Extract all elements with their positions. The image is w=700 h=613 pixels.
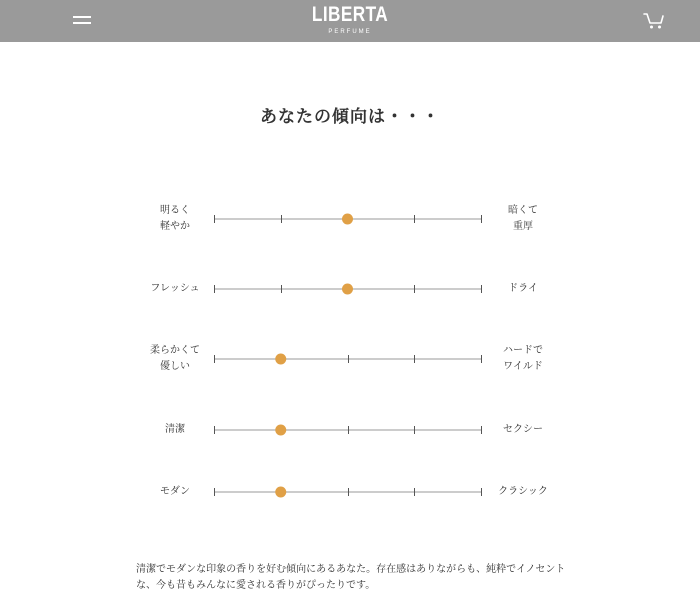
page-title: あなたの傾向は・・・ bbox=[260, 107, 440, 127]
logo-subtext: PERFUME bbox=[328, 29, 372, 35]
logo[interactable] bbox=[300, 3, 400, 36]
logo-text: LIBERTA bbox=[311, 3, 389, 26]
tendency-scale-row bbox=[0, 339, 700, 379]
scale-left-label: 明るく 軽やか bbox=[160, 205, 190, 232]
result-description: 清潔でモダンな印象の香りを好む傾向にあるあなた。存在感はありながらも、純粋でイノセントな、今も昔もみんなに愛される香りがぴったりです。 bbox=[136, 564, 566, 591]
scale-marker bbox=[275, 425, 286, 436]
header-bar bbox=[0, 0, 700, 42]
scale-right-label: 暗くて 重厚 bbox=[508, 205, 538, 232]
scale-marker bbox=[275, 354, 286, 365]
scale-left-label: 清潔 bbox=[165, 424, 185, 435]
hamburger-menu-icon[interactable] bbox=[73, 16, 91, 26]
scale-left-label: 柔らかくて 優しい bbox=[150, 345, 200, 372]
scale-marker bbox=[275, 487, 286, 498]
shopping-cart-icon[interactable] bbox=[643, 12, 665, 30]
scale-left-label: フレッシュ bbox=[150, 283, 200, 294]
scale-right-label: クラシック bbox=[498, 486, 548, 497]
scale-track bbox=[0, 339, 700, 379]
tendency-scale-row bbox=[0, 269, 700, 309]
scale-left-label: モダン bbox=[159, 486, 191, 497]
scale-right-label: セクシー bbox=[503, 424, 543, 435]
tendency-scale-row bbox=[0, 472, 700, 512]
scale-marker bbox=[342, 284, 353, 295]
scale-marker bbox=[342, 214, 353, 225]
tendency-scale-row bbox=[0, 410, 700, 450]
scale-right-label: ハードで ワイルド bbox=[503, 345, 543, 372]
scale-right-label: ドライ bbox=[508, 283, 538, 294]
scale-track bbox=[0, 410, 700, 450]
scale-track bbox=[0, 472, 700, 512]
scale-track bbox=[0, 199, 700, 239]
scale-track bbox=[0, 269, 700, 309]
tendency-scale-row bbox=[0, 199, 700, 239]
